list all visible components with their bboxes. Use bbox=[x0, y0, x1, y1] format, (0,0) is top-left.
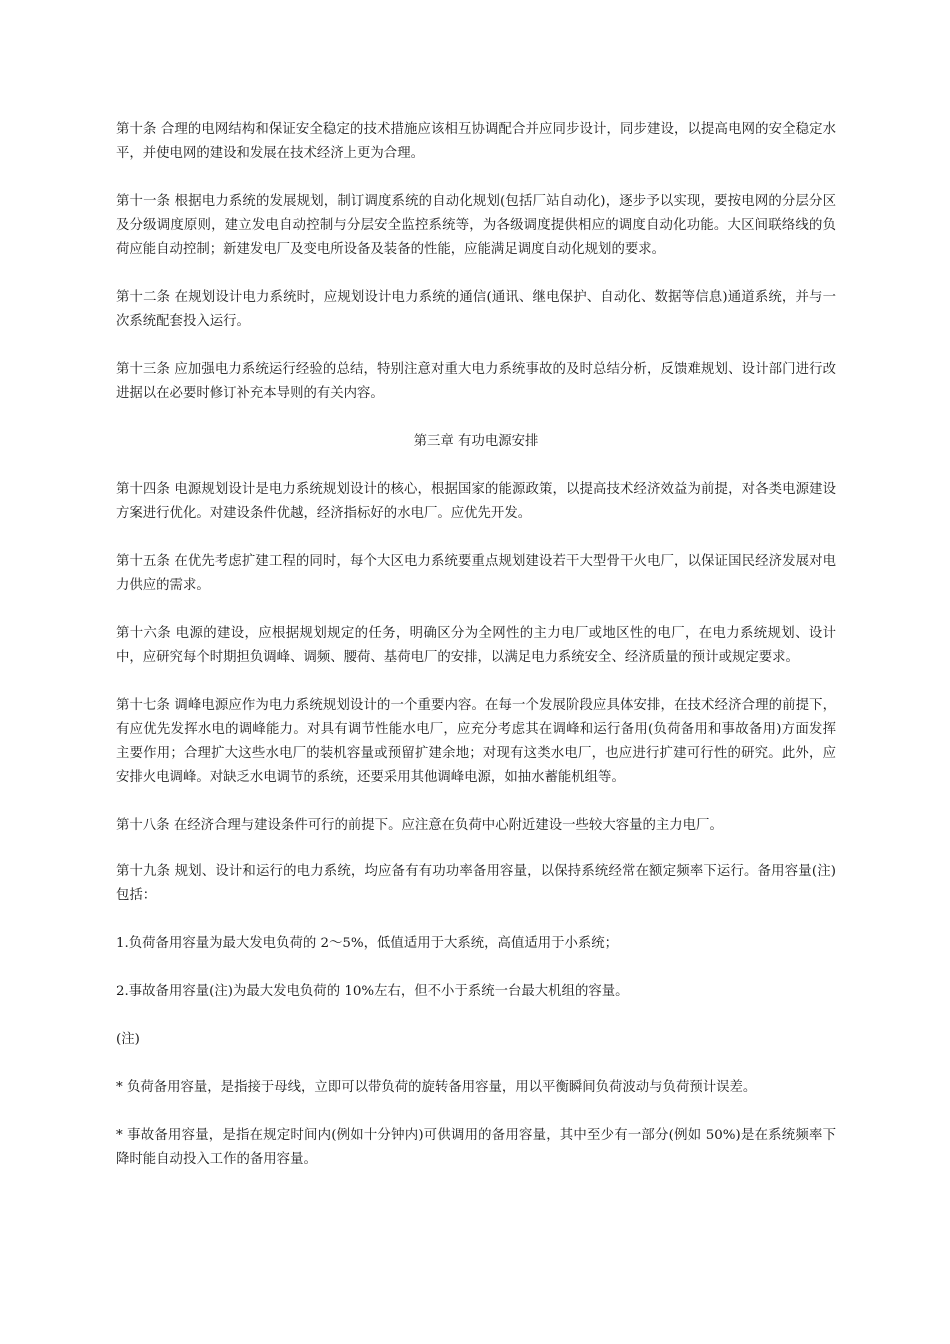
document-body bbox=[116, 118, 836, 1196]
list-item-accident-reserve: 2.事故备用容量(注)为最大发电负荷的 10%左右，但不小于系统一台最大机组的容量。 bbox=[116, 984, 629, 999]
list-item-load-reserve: 1.负荷备用容量为最大发电负荷的 2～5%，低值适用于大系统，高值适用于小系统； bbox=[116, 936, 619, 951]
article-12: 第十二条 在规划设计电力系统时，应规划设计电力系统的通信(通讯、继电保护、自动化、数据等信息)通道系统，并与一次系统配套投入运行。 bbox=[116, 290, 836, 329]
note-load-reserve: * 负荷备用容量，是指接于母线，立即可以带负荷的旋转备用容量，用以平衡瞬间负荷波动与负荷预计误差。 bbox=[116, 1080, 757, 1095]
note-accident-reserve: * 事故备用容量，是指在规定时间内(例如十分钟内)可供调用的备用容量，其中至少有一部分(例如 50%)是在系统频率下降时能自动投入工作的备用容量。 bbox=[116, 1128, 836, 1167]
article-14: 第十四条 电源规划设计是电力系统规划设计的核心，根据国家的能源政策，以提高技术经济效益为前提，对各类电源建设方案进行优化。对建设条件优越，经济指标好的水电厂。应优先开发。 bbox=[116, 482, 836, 521]
article-16: 第十六条 电源的建设，应根据规划规定的任务，明确区分为全网性的主力电厂或地区性的电厂，在电力系统规划、设计中，应研究每个时期担负调峰、调频、腰荷、基荷电厂的安排，以满足电力系统安全、经济质量的预计或规定要求。 bbox=[116, 626, 836, 665]
note-label: (注) bbox=[116, 1032, 140, 1047]
article-10: 第十条 合理的电网结构和保证安全稳定的技术措施应该相互协调配合并应同步设计，同步建设，以提高电网的安全稳定水平，并使电网的建设和发展在技术经济上更为合理。 bbox=[116, 122, 836, 161]
article-15: 第十五条 在优先考虑扩建工程的同时，每个大区电力系统要重点规划建设若干大型骨干火电厂，以保证国民经济发展对电力供应的需求。 bbox=[116, 554, 836, 593]
article-18: 第十八条 在经济合理与建设条件可行的前提下。应注意在负荷中心附近建设一些较大容量的主力电厂。 bbox=[116, 818, 723, 833]
article-19: 第十九条 规划、设计和运行的电力系统，均应备有有功功率备用容量，以保持系统经常在额定频率下运行。备用容量(注)包括： bbox=[116, 864, 836, 903]
article-11: 第十一条 根据电力系统的发展规划，制订调度系统的自动化规划(包括厂站自动化)，逐步予以实现，要按电网的分层分区及分级调度原则，建立发电自动控制与分层安全监控系统等，为各级调度提供相应的调度自动化功能。大区间联络线的负荷应能自动控制；新建发电厂及变电所设备及装备的性能，应能满足调度自动化规划的要求。 bbox=[116, 194, 836, 257]
article-13: 第十三条 应加强电力系统运行经验的总结，特别注意对重大电力系统事故的及时总结分析，反馈难规划、设计部门进行改进据以在必要时修订补充本导则的有关内容。 bbox=[116, 362, 836, 401]
chapter-heading: 第三章 有功电源安排 bbox=[413, 434, 539, 449]
article-17: 第十七条 调峰电源应作为电力系统规划设计的一个重要内容。在每一个发展阶段应具体安排，在技术经济合理的前提下，有应优先发挥水电的调峰能力。对具有调节性能水电厂，应充分考虑其在调峰和运行备用(负荷备用和事故备用)方面发挥主要作用；合理扩大这些水电厂的装机容量或预留扩建余地；对现有这类水电厂，也应进行扩建可行性的研究。此外，应安排火电调峰。对缺乏水电调节的系统，还要采用其他调峰电源，如抽水蓄能机组等。 bbox=[116, 698, 836, 785]
